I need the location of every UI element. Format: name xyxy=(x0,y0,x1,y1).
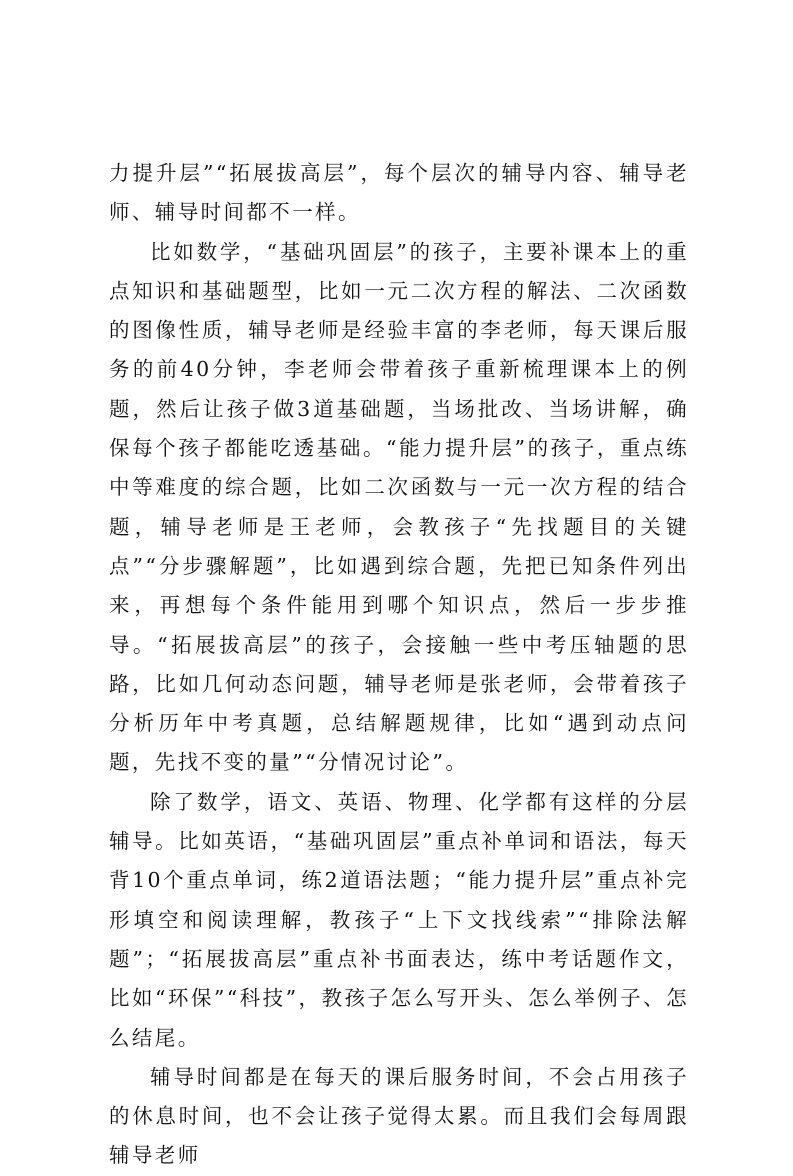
paragraph-1: 力提升层”“拓展拔高层”，每个层次的辅导内容、辅导老师、辅导时间都不一样。 xyxy=(109,161,689,225)
paragraph-4: 辅导时间都是在每天的课后服务时间，不会占用孩子的休息时间，也不会让孩子觉得太累。而且我们会每周跟辅导老师 xyxy=(109,1064,689,1168)
body-text xyxy=(109,154,689,1176)
paragraph-2: 比如数学，“基础巩固层”的孩子，主要补课本上的重点知识和基础题型，比如一元二次方程的解法、二次函数的图像性质，辅导老师是经验丰富的李老师，每天课后服务的前40分钟，李老师会带着孩子重新梳理课本上的例题，然后让孩子做3道基础题，当场批改、当场讲解，确保每个孩子都能吃透基础。“能力提升层”的孩子，重点练中等难度的综合题，比如二次函数与一元一次方程的结合题，辅导老师是王老师，会教孩子“先找题目的关键点”“分步骤解题”，比如遇到综合题，先把已知条件列出来，再想每个条件能用到哪个知识点，然后一步步推导。“拓展拔高层”的孩子，会接触一些中考压轴题的思路，比如几何动态问题，辅导老师是张老师，会带着孩子分析历年中考真题，总结解题规律，比如“遇到动点问题，先找不变的量”“分情况讨论”。 xyxy=(109,239,689,775)
paragraph-3: 除了数学，语文、英语、物理、化学都有这样的分层辅导。比如英语，“基础巩固层”重点补单词和语法，每天背10个重点单词，练2道语法题；“能力提升层”重点补完形填空和阅读理解，教孩子“上下文找线索”“排除法解题”；“拓展拔高层”重点补书面表达，练中考话题作文，比如“环保”“科技”，教孩子怎么写开头、怎么举例子、怎么结尾。 xyxy=(109,789,689,1050)
